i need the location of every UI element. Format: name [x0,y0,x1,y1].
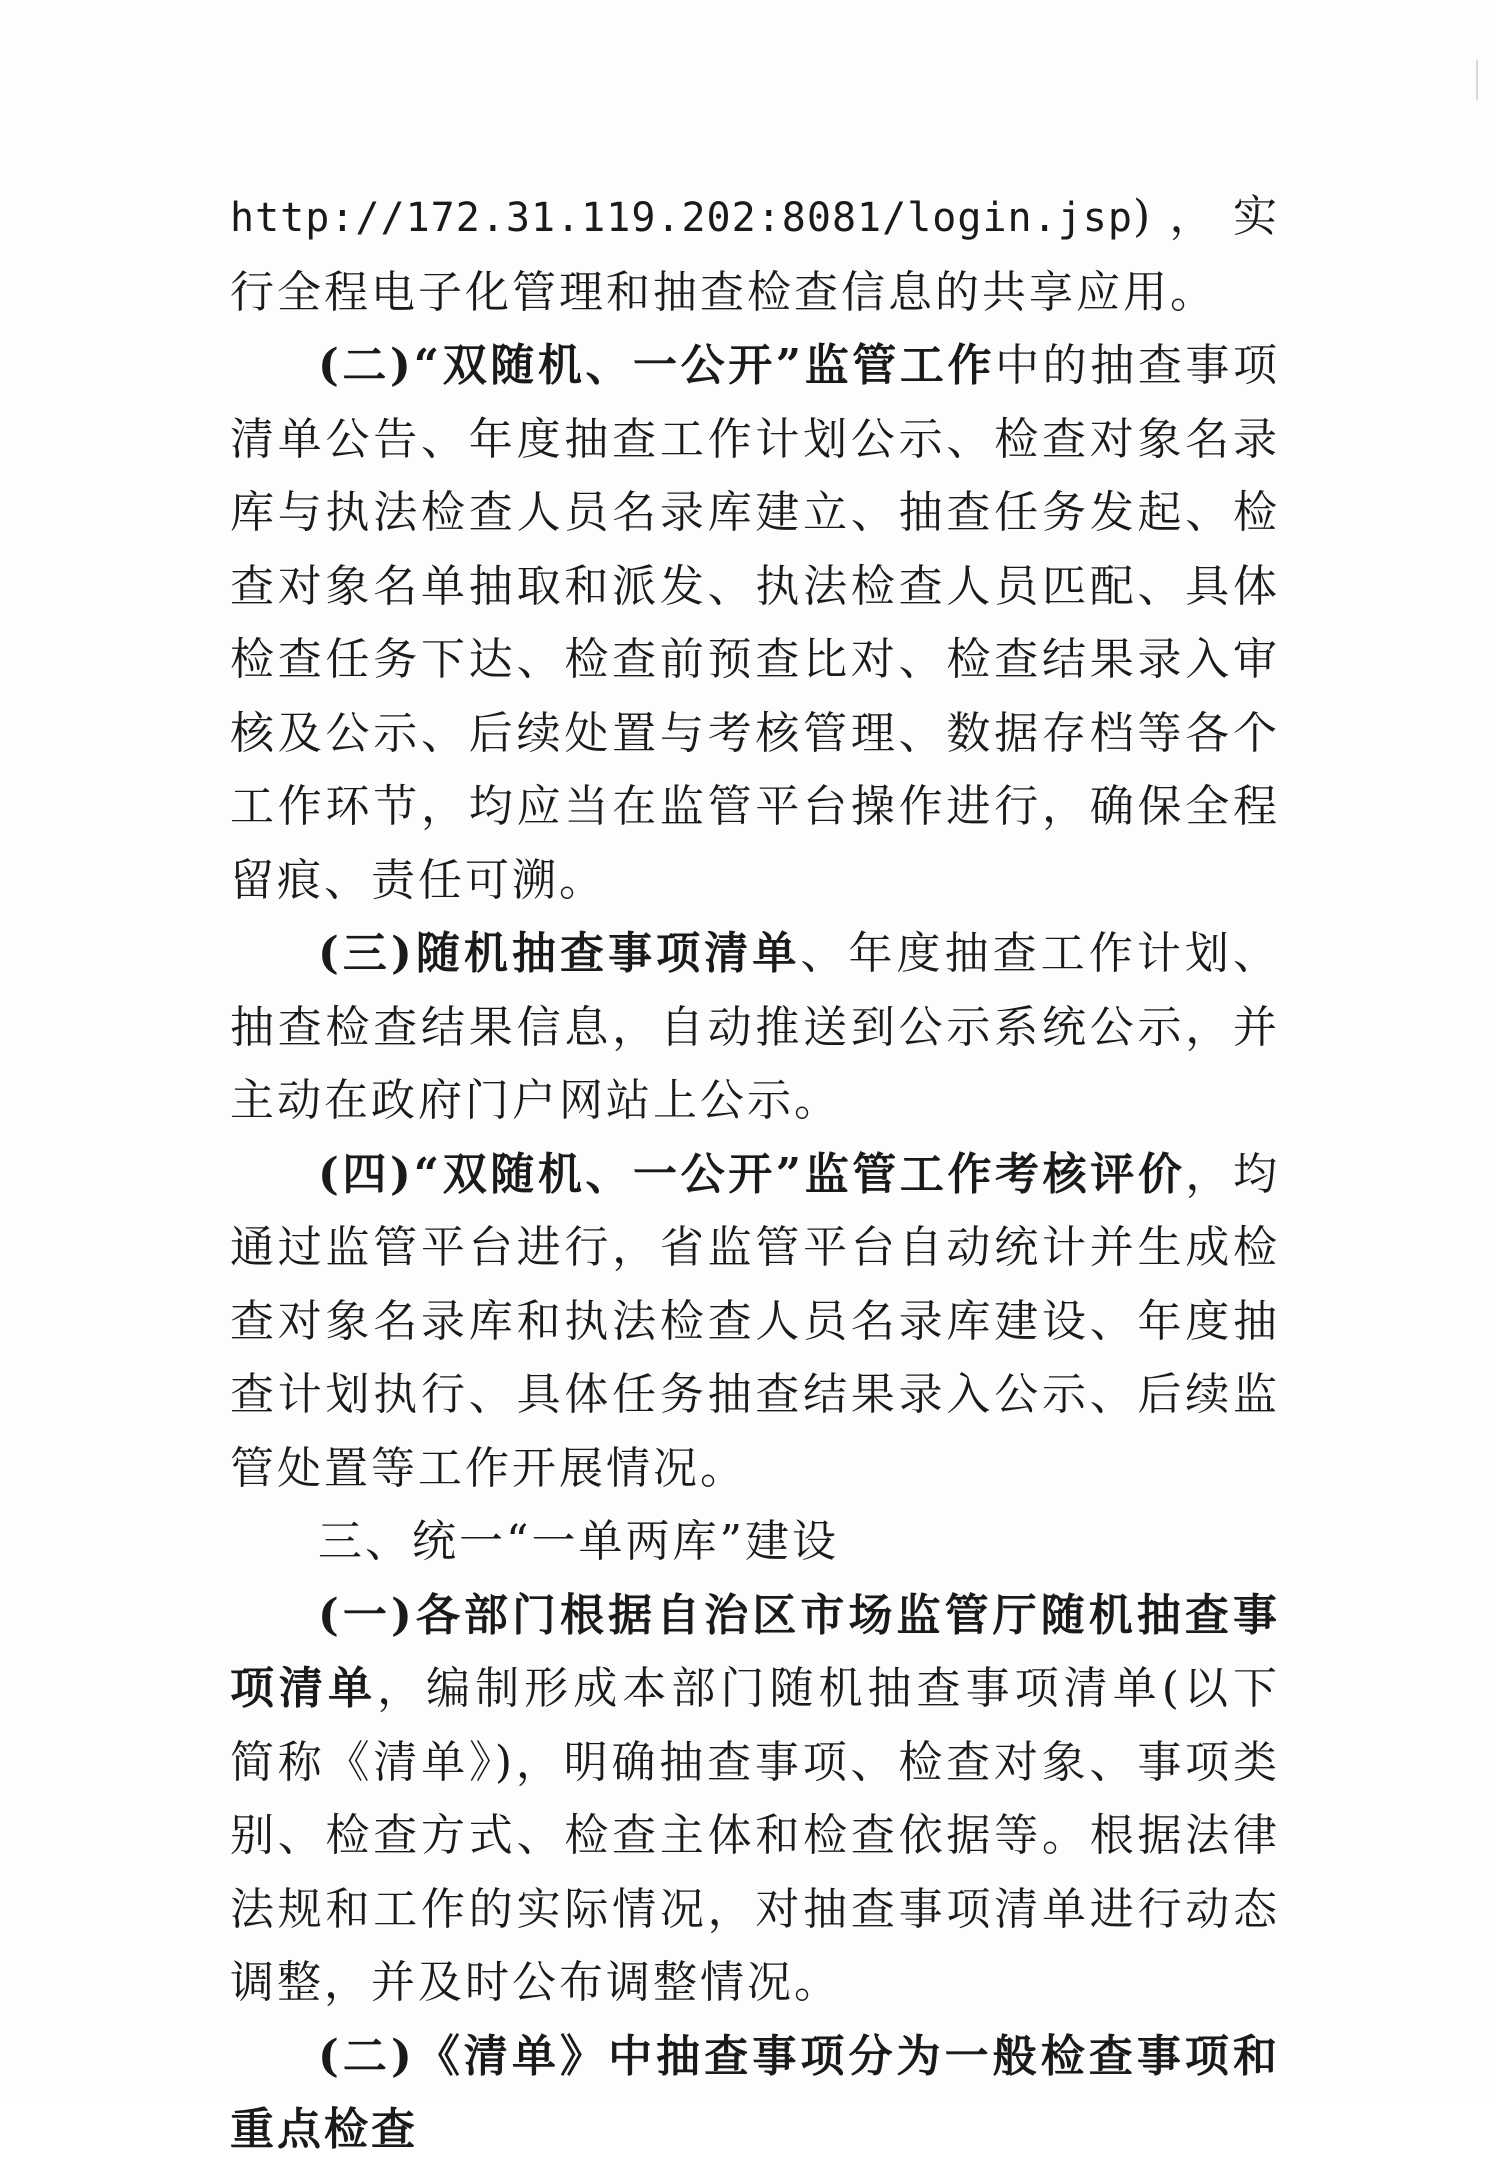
platform-url[interactable]: http://172.31.119.202:8081/login.jsp [230,195,1133,241]
paragraph-lead: (三)随机抽查事项清单 [318,928,801,979]
paragraph-text: 、年度抽查工作计划、抽查检查结果信息，自动推送到公示系统公示，并主动在政府门户网站上公示。 [230,928,1281,1126]
paragraph-lead: (一)各部门根据自治区市场监管厅随机抽查事项清单 [230,1589,1280,1714]
paragraph-item-4 [230,1138,1280,1506]
paragraph-continuation [230,180,1280,329]
scan-edge-mark [1476,60,1478,100]
section-heading: 三、统一“一单两库”建设 [318,1516,839,1567]
paragraph-text: 中的抽查事项清单公告、年度抽查工作计划公示、检查对象名录库与执法检查人员名录库建立、抽查任务发起、检查对象名单抽取和派发、执法检查人员匹配、具体检查任务下达、检查前预查比对、检查结果录入审核及公示、后续处置与考核管理、数据存档等各个工作环节，均应当在监管平台操作进行，确保全程留痕、责任可溯。 [230,340,1280,906]
paragraph-text: ，编制形成本部门随机抽查事项清单(以下简称《清单》)，明确抽查事项、检查对象、事项类别、检查方式、检查主体和检查依据等。根据法律法规和工作的实际情况，对抽查事项清单进行动态调整，并及时公布调整情况。 [230,1663,1280,2008]
paragraph-lead: (四)“双随机、一公开”监管工作考核评价 [318,1148,1186,1200]
paragraph-lead: (二)《清单》中抽查事项分为一般检查事项和重点检查 [230,2030,1280,2155]
paragraph-text: )，实行全程电子化管理和抽查检查信息的共享应用。 [230,191,1280,318]
document-body [230,180,1280,2167]
paragraph-lead: (二)“双随机、一公开”监管工作 [318,340,996,391]
paragraph-text: ，均通过监管平台进行，省监管平台自动统计并生成检查对象名录库和执法检查人员名录库建设、年度抽查计划执行、具体任务抽查结果录入公示、后续监管处置等工作开展情况。 [230,1148,1280,1494]
paragraph-item-3 [230,917,1280,1138]
paragraph-section3-item-1 [230,1579,1280,2020]
paragraph-item-2 [230,329,1280,917]
paragraph-section3-item-2 [230,2020,1280,2167]
